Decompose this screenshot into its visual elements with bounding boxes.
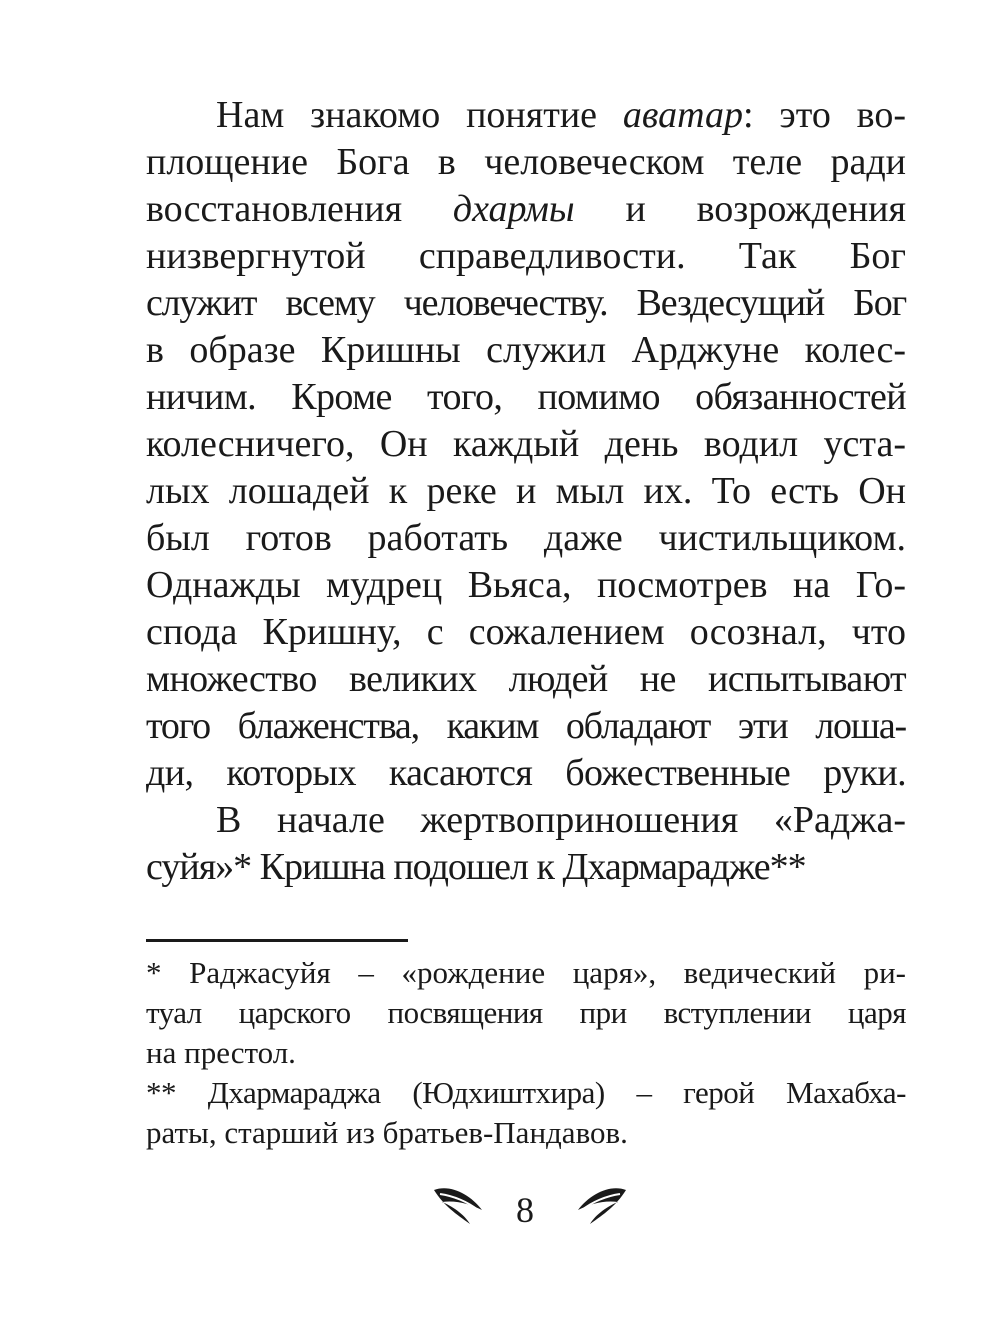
footnote-line: туал царского посвящения при вступлении царя (146, 995, 906, 1030)
text-line: служит всему человечеству. Вездесущий Бог (146, 282, 906, 324)
leaf-ornament-left-icon (430, 1180, 490, 1230)
term-avatar: аватар (622, 94, 744, 136)
text-line: низвергнутой справедливости. Так Бог (146, 235, 906, 277)
footnote-line: на престол. (146, 1035, 296, 1070)
text-line: Однажды мудрец Вьяса, посмотрев на Го- (146, 564, 906, 606)
text-line: Нам знакомо понятие аватар: это во- (216, 94, 906, 136)
page-number: 8 (516, 1190, 534, 1230)
page-folio (400, 1180, 640, 1240)
leaf-ornament-right-icon (570, 1180, 630, 1230)
text-line: площение Бога в человеческом теле ради (146, 141, 906, 183)
text-line: восстановления дхармы и возрождения (146, 188, 906, 230)
footnote-line: раты, старший из братьев-Пандавов. (146, 1115, 628, 1150)
text-line: ди, которых касаются божественные руки. (146, 752, 906, 794)
text-line: колесничего, Он каждый день водил уста- (146, 423, 906, 465)
text-line: ничим. Кроме того, помимо обязанностей (146, 376, 906, 418)
text-line: в образе Кришны служил Арджуне колес- (146, 329, 906, 371)
text-line: суйя»* Кришна подошел к Дхармарадже** (146, 846, 806, 888)
text-line: В начале жертвоприношения «Раджа- (216, 799, 906, 841)
text-line: лых лошадей к реке и мыл их. То есть Он (146, 470, 906, 512)
footnote-line: ** Дхармараджа (Юдхиштхира) – герой Махабха- (146, 1075, 906, 1110)
term-dharma: дхармы (452, 188, 575, 230)
footnote-line: * Раджасуйя – «рождение царя», ведический ри- (146, 955, 906, 990)
text-line: того блаженства, каким обладают эти лоша- (146, 705, 906, 747)
main-text (146, 92, 906, 891)
footnotes (146, 953, 906, 1153)
footnote-divider (146, 939, 408, 942)
text-line: множество великих людей не испытывают (146, 658, 906, 700)
text-line: спода Кришну, с сожалением осознал, что (146, 611, 906, 653)
text-line: был готов работать даже чистильщиком. (146, 517, 906, 559)
